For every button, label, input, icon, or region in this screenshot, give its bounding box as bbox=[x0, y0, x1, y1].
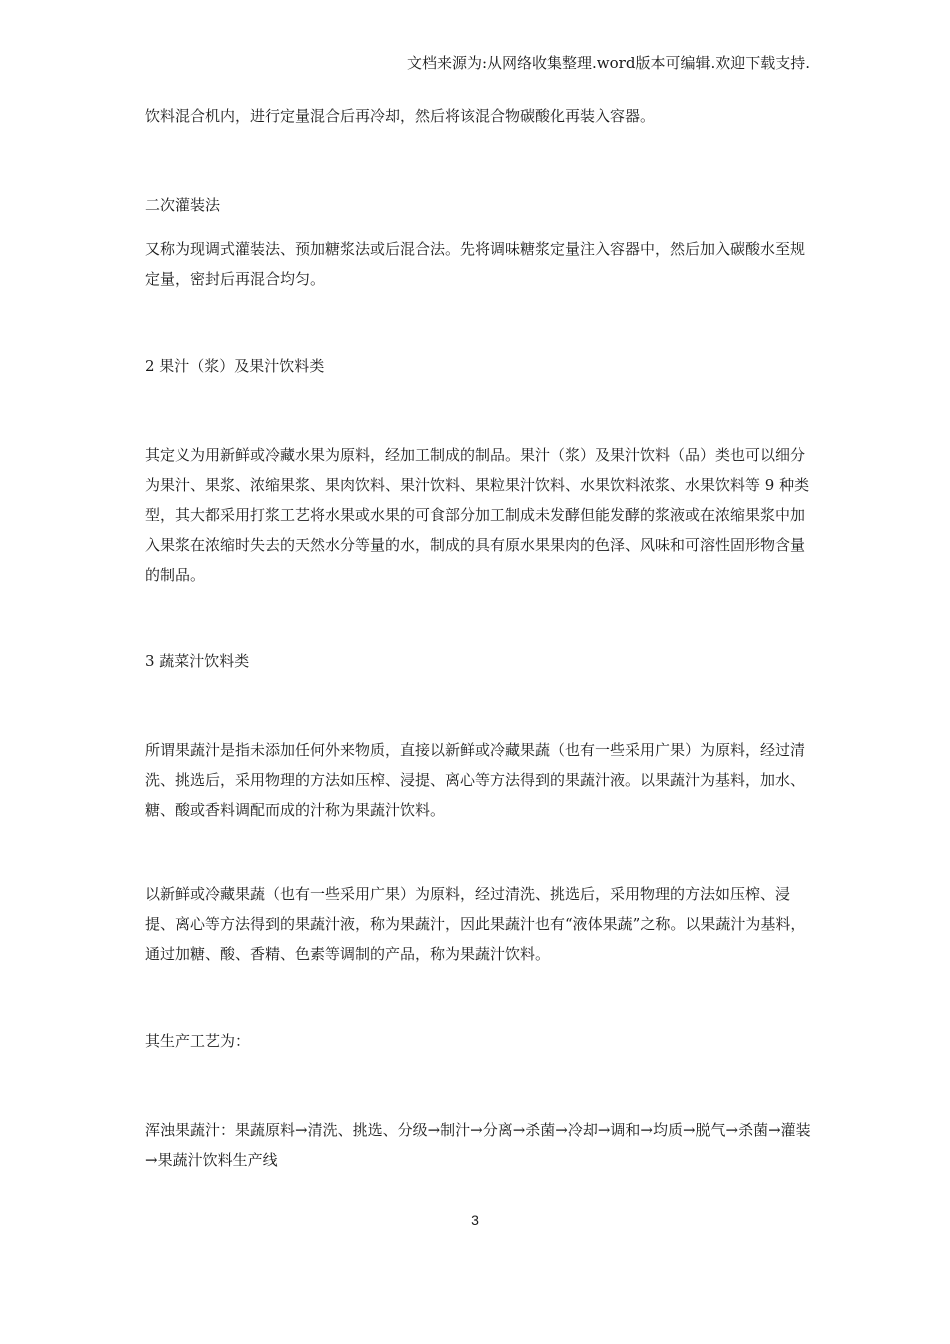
paragraph-3: 其定义为用新鲜或冷藏水果为原料，经加工制成的制品。果汁（浆）及果汁饮料（品）类也可以细分为果汁、果浆、浓缩果浆、果肉饮料、果汁饮料、果粒果汁饮料、水果饮料浓浆、水果饮料等 9 种类型，其大都采用打浆工艺将水果或水果的可食部分加工制成未发酵但能发酵的浆液或在浓缩果浆中加入果浆在浓缩时失去的天然水分等量的水，制成的具有原水果果肉的色泽、风味和可溶性固形物含量的制品。 bbox=[145, 446, 810, 584]
paragraph-7-process-flow: 浑浊果蔬汁：果蔬原料→清洗、挑选、分级→制汁→分离→杀菌→冷却→调和→均质→脱气→杀菌→灌装→果蔬汁饮料生产线 bbox=[145, 1121, 811, 1169]
section-heading-secondary-filling: 二次灌装法 bbox=[145, 196, 221, 214]
paragraph-2: 又称为现调式灌装法、预加糖浆法或后混合法。先将调味糖浆定量注入容器中，然后加入碳酸水至规定量，密封后再混合均匀。 bbox=[145, 240, 806, 288]
header-note: 文档来源为:从网络收集整理.word版本可编辑.欢迎下载支持. bbox=[406, 54, 810, 72]
paragraph-5: 以新鲜或冷藏果蔬（也有一些采用广果）为原料，经过清洗、挑选后，采用物理的方法如压榨、浸提、离心等方法得到的果蔬汁液，称为果蔬汁，因此果蔬汁也有“液体果蔬”之称。以果蔬汁为基料，通过加糖、酸、香精、色素等调制的产品，称为果蔬汁饮料。 bbox=[145, 885, 806, 963]
page-number: 3 bbox=[471, 1212, 479, 1228]
paragraph-1: 饮料混合机内，进行定量混合后再冷却，然后将该混合物碳酸化再装入容器。 bbox=[145, 107, 656, 125]
paragraph-6: 其生产工艺为： bbox=[145, 1032, 251, 1050]
section-heading-fruit-juice: 2 果汁（浆）及果汁饮料类 bbox=[145, 357, 325, 375]
paragraph-4: 所谓果蔬汁是指未添加任何外来物质，直接以新鲜或冷藏果蔬（也有一些采用广果）为原料，经过清洗、挑选后，采用物理的方法如压榨、浸提、离心等方法得到的果蔬汁液。以果蔬汁为基料，加水、糖、酸或香料调配而成的汁称为果蔬汁饮料。 bbox=[145, 741, 806, 819]
section-heading-vegetable-juice: 3 蔬菜汁饮料类 bbox=[145, 652, 250, 670]
